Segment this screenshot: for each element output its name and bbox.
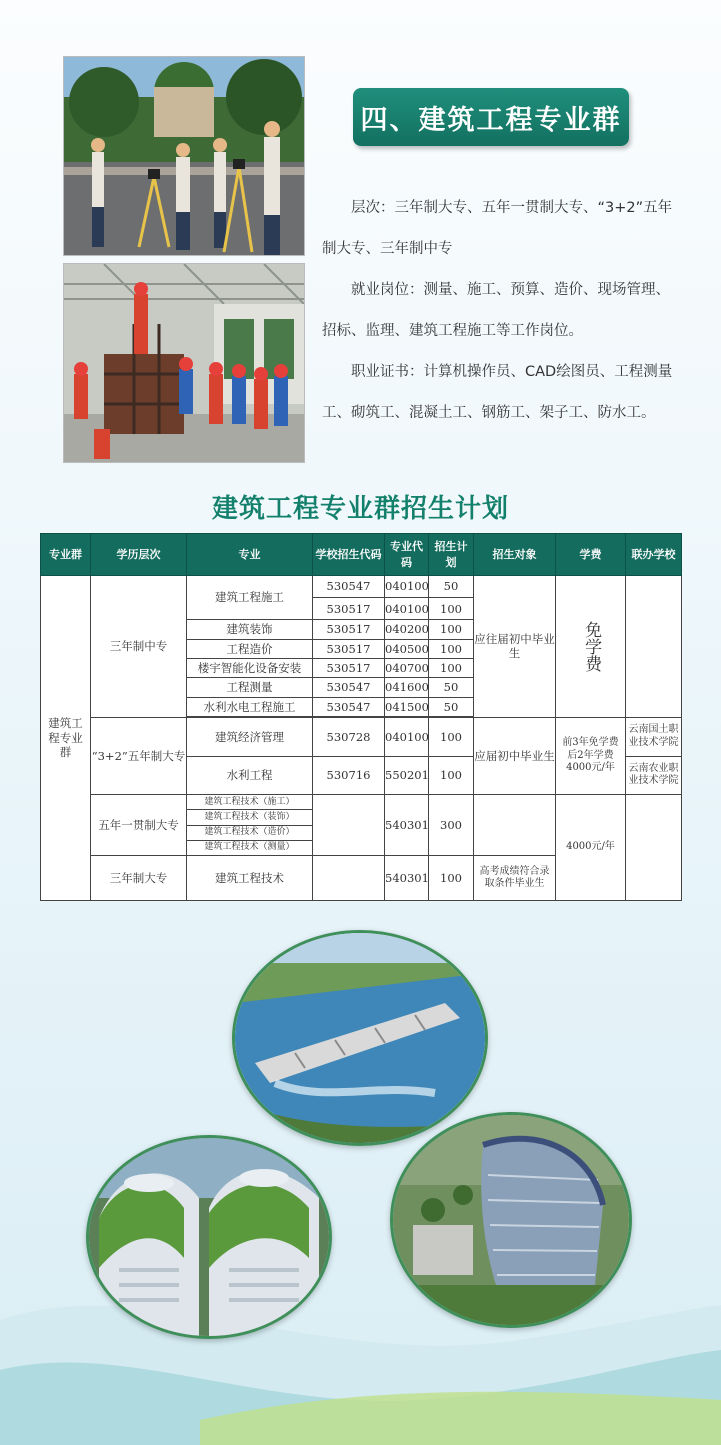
- major-code-cell: 550201: [385, 756, 429, 795]
- quota-cell: 100: [429, 620, 474, 639]
- quota-cell: 100: [429, 856, 474, 901]
- major-cell: 建筑装饰: [187, 620, 313, 639]
- column-header: 学历层次: [91, 534, 187, 576]
- hydropower-dam-image: [232, 930, 488, 1146]
- quota-cell: 100: [429, 756, 474, 795]
- column-header: 学校招生代码: [313, 534, 385, 576]
- school-code-cell: 530517: [313, 659, 385, 678]
- quota-cell: 100: [429, 659, 474, 678]
- column-header: 学费: [556, 534, 626, 576]
- column-header: 联办学校: [626, 534, 682, 576]
- major-code-cell: 040700: [385, 659, 429, 678]
- surveying-practice-photo: [63, 56, 305, 256]
- education-levels: 层次：三年制大专、五年一贯制大专、“3+2”五年制大专、三年制中专: [322, 200, 673, 257]
- curved-tower-image: [390, 1112, 632, 1328]
- school-code-cell: 530716: [313, 756, 385, 795]
- major-code-cell: 540301: [385, 795, 429, 856]
- target-cell: 应往届初中毕业生: [474, 575, 556, 717]
- school-code-cell: [313, 795, 385, 856]
- fee-cell: 免学费: [556, 575, 626, 717]
- major-cell: 建筑工程技术（测量）: [187, 840, 313, 855]
- quota-cell: 100: [429, 717, 474, 756]
- school-code-cell: 530517: [313, 620, 385, 639]
- major-code-cell: 041500: [385, 697, 429, 716]
- target-cell: 应届初中毕业生: [474, 717, 556, 794]
- column-header: 招生计划: [429, 534, 474, 576]
- school-code-cell: 530547: [313, 678, 385, 697]
- school-code-cell: 530728: [313, 717, 385, 756]
- column-header: 专业代码: [385, 534, 429, 576]
- major-cell: 水利水电工程施工: [187, 697, 313, 716]
- school-code-cell: 530547: [313, 575, 385, 597]
- table-row: [41, 717, 682, 756]
- target-cell: 高考成绩符合录取条件毕业生: [474, 856, 556, 901]
- major-code-cell: 040100: [385, 717, 429, 756]
- column-header: 专业群: [41, 534, 91, 576]
- section-banner: 四、建筑工程专业群: [353, 88, 629, 146]
- quota-cell: 100: [429, 639, 474, 658]
- table-row: [41, 795, 682, 810]
- enrollment-plan-table: [40, 533, 682, 901]
- fee-cell: 4000元/年: [556, 795, 626, 901]
- level-cell: 三年制大专: [91, 856, 187, 901]
- major-cell: 建筑工程技术（施工）: [187, 795, 313, 810]
- certificates: 职业证书：计算机操作员、CAD绘图员、工程测量工、砌筑工、混凝土工、钢筋工、架子工、防水工。: [322, 364, 673, 421]
- major-code-cell: 040100: [385, 575, 429, 597]
- major-code-cell: 040100: [385, 598, 429, 620]
- target-cell: [474, 795, 556, 856]
- major-code-cell: 040500: [385, 639, 429, 658]
- major-cell: 建筑工程技术（造价）: [187, 825, 313, 840]
- green-building-image: [86, 1135, 332, 1339]
- fee-cell: 前3年免学费后2年学费4000元/年: [556, 717, 626, 794]
- partner-cell: 云南农业职业技术学院: [626, 756, 682, 795]
- partner-cell: [626, 795, 682, 901]
- school-code-cell: 530547: [313, 697, 385, 716]
- major-code-cell: 041600: [385, 678, 429, 697]
- level-cell: 三年制中专: [91, 575, 187, 717]
- column-header: 专业: [187, 534, 313, 576]
- group-cell: 建筑工程专业群: [41, 575, 91, 900]
- quota-cell: 100: [429, 598, 474, 620]
- construction-practice-photo: [63, 263, 305, 463]
- major-cell: 建筑工程施工: [187, 575, 313, 620]
- major-cell: 建筑工程技术（装饰）: [187, 810, 313, 825]
- column-header: 招生对象: [474, 534, 556, 576]
- table-row: [41, 575, 682, 597]
- major-code-cell: 040200: [385, 620, 429, 639]
- major-cell: 建筑经济管理: [187, 717, 313, 756]
- partner-cell: [626, 575, 682, 717]
- table-header-row: [41, 534, 682, 576]
- level-cell: 五年一贯制大专: [91, 795, 187, 856]
- plan-title: 建筑工程专业群招生计划: [211, 494, 509, 524]
- school-code-cell: 530517: [313, 639, 385, 658]
- quota-cell: 50: [429, 575, 474, 597]
- intro-text: [322, 188, 677, 434]
- school-code-cell: 530517: [313, 598, 385, 620]
- job-positions: 就业岗位：测量、施工、预算、造价、现场管理、招标、监理、建筑工程施工等工作岗位。: [322, 282, 670, 339]
- quota-cell: 50: [429, 678, 474, 697]
- major-cell: 水利工程: [187, 756, 313, 795]
- major-cell: 建筑工程技术: [187, 856, 313, 901]
- quota-cell: 300: [429, 795, 474, 856]
- major-cell: 楼宇智能化设备安装: [187, 659, 313, 678]
- school-code-cell: [313, 856, 385, 901]
- quota-cell: 50: [429, 697, 474, 716]
- level-cell: “3+2”五年制大专: [91, 717, 187, 794]
- major-cell: 工程造价: [187, 639, 313, 658]
- major-code-cell: 540301: [385, 856, 429, 901]
- major-cell: 工程测量: [187, 678, 313, 697]
- partner-cell: 云南国土职业技术学院: [626, 717, 682, 756]
